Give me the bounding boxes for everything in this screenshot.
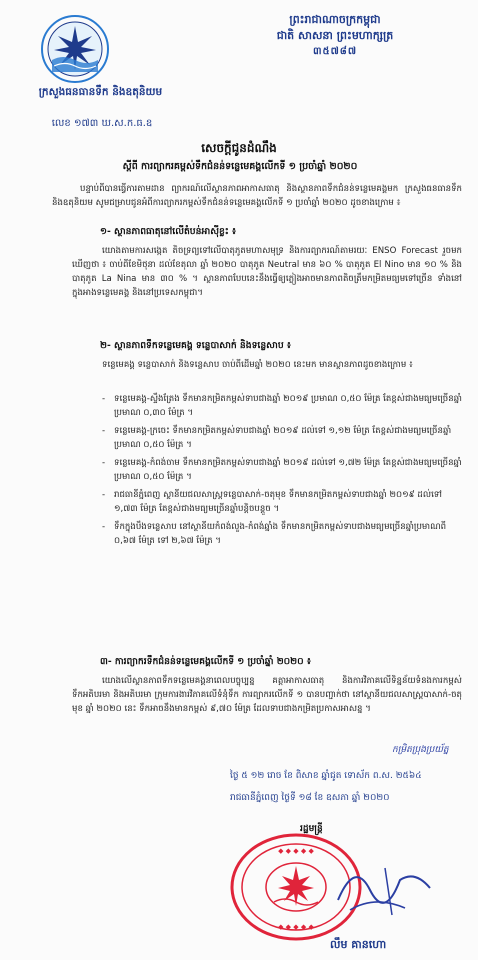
list-item: - រាជធានីភ្នំពេញ ស្ថានីយជលសាស្ត្រទន្លេបាសាក់-ចតុមុខ ទឹកមានកម្រិតកម្ពស់ទាបជាងឆ្នាំ ២០១៩ ដល់ទៅ ១,៧៣ ម៉ែត្រ តែខ្ពស់ជាងមធ្យមច្រើនឆ្នាំបន្តិចបន្តួច ។ [100,488,462,516]
svg-text:◆ ◆ ◆ ◆ ◆: ◆ ◆ ◆ ◆ ◆ [278,847,314,855]
intro-paragraph: បន្ទាប់ពីបានធ្វើការតាមដាន ព្យាករណ៍លើស្ថានភាពអាកាសធាតុ និងស្ថានភាពទឹកជំនន់ទន្លេមេគង្គមក ក្រសួងធនធានទឹក និងឧតុនិយម សូមជម្រាបជូនអំពីការព្យាករកម្ពស់ទឹកជំនន់ទន្លេមេគង្គលើកទី ១ ប្រចាំឆ្នាំ ២០២០ ដូចខាងក្រោម ៖ [52,184,462,208]
lunar-date-text: ថ្ងៃ ៥ ១២ រោច ខែ ពិសាខ ឆ្នាំជូត ទោស័ក ព.ស. ២៥៦៤ [230,771,422,781]
lunar-date [230,770,470,783]
section-1-text: យោងតាមការសង្កេត តិចទ្រព្យទៅលើបាតុភូតមហាសមុទ្រ និងការព្យាករណ៍តាមរយៈ ENSO Forecast រួចមកឃើញថា ៖ ចាប់ពីខែមិថុនា ដល់ខែតុលា ឆ្នាំ ២០២០ បាតុភូត Neutral មាន ៦០ % បាតុភូត El Nino មាន ១០ % និងបាតុភូត La Nina មាន ៣០ % ។ ស្ថានភាពបែបនេះនឹងធ្វើឲ្យភ្លៀងអាចមានភាពតិចត្រឹមកម្រិតមធ្យមទៅច្រើន ទាំងនៅក្នុងអាងទន្លេមេគង្គ និងនៅប្រទេសកម្ពុជា។ [72,246,462,298]
section-3-text: យោងលើស្ថានភាពទឹកទន្លេមេគង្គនាពេលបច្ចុប្បន្ន គត្តាអាកាសធាតុ និងការវិភាគលើទិន្នន័យទំនងការកម្ពស់ទឹកអតិបរមា និងអតិបរមា ក្រុមការងារវិភាគលើទំនុំទឹក ការព្យាករលើកទី ១ បានបញ្ជាក់ថា នៅស្ថានីយជលសាស្ត្របាសាក់-ចតុមុខ ឆ្នាំ ២០២០ នេះ ទឹកអាចនឹងមានកម្ពស់ ៩,៧០ ម៉ែត្រ ដែលទាបជាងកម្រិតប្រកាសអាសន្ន ។ [72,676,462,714]
solar-date-text: រាជធានីភ្នំពេញ ថ្ងៃទី ១៨ ខែ ឧសភា ឆ្នាំ ២០២០ [230,793,390,803]
letterhead-kingdom [215,12,455,60]
handwritten-note: កម្រិតប្រុងប្រយ័ត្ន [392,745,449,755]
section-2-heading: ២- ស្ថានភាពទឹកទន្លេមេគង្គ ទន្លេបាសាក់ និងទន្លេសាប ៖ [100,340,291,351]
list-item: - ទន្លេមេគង្គ-ក្រចេះ ទឹកមានកម្រិតកម្ពស់ទាបជាងឆ្នាំ ២០១៩ ដល់ទៅ ១,១២ ម៉ែត្រ តែខ្ពស់ជាងមធ្យមច្រើនឆ្នាំប្រមាណ ០,៥០ ម៉ែត្រ ។ [100,424,462,452]
signatory-title: រដ្ឋមន្ត្រី [300,824,323,834]
kingdom-name: ព្រះរាជាណាចក្រកម្ពុជា [289,13,381,26]
section-1-heading: ១- ស្ថានភាពធាតុនៅលើតំបន់អាស៊ីខ្លះ ៖ [100,226,237,237]
list-item: - ទន្លេមេគង្គ-កំពង់ចាម ទឹកមានកម្រិតកម្ពស់ទាបជាងឆ្នាំ ២០១៩ ដល់ទៅ ១,៧២ ម៉ែត្រ តែខ្ពស់ជាងមធ្យមច្រើនឆ្នាំប្រមាណ ០,៥០ ម៉ែត្រ ។ [100,456,462,484]
water-level-list [100,392,462,552]
document-subtitle: ស្តីពី ការព្យាករគម្ពស់ទឹកជំនន់ទន្លេមេគង្គលើកទី ១ ប្រចាំឆ្នាំ ២០២០ [122,161,358,172]
ministry-name: ក្រសួងធនធានទឹក និងឧតុនិយម [38,86,163,98]
signatory-name: លឹម គានហោ [330,938,387,951]
svg-text:◆ ◆ ◆ ◆ ◆: ◆ ◆ ◆ ◆ ◆ [278,923,314,931]
document-title: សេចក្តីជូនដំណឹង [201,141,277,155]
reference-number: លេខ ១៧៣ ឃ.ស.ក.ធ.ឧ [51,118,153,129]
solar-date [230,792,470,805]
handwritten-signature [330,840,440,930]
list-item: - ទឹកក្នុងបឹងទន្លេសាប នៅស្ថានីយកំពង់លួង-កំពង់ឆ្នាំង ទឹកមានកម្រិតកម្ពស់ទាបជាងមធ្យមច្រើនឆ្នាំប្រមាណពី ០,៦៧ ម៉ែត្រ ទៅ ២,៦៧ ម៉ែត្រ ។ [100,520,462,548]
ministry-emblem-icon [40,14,110,84]
national-motto: ជាតិ សាសនា ព្រះមហាក្សត្រ [276,29,394,42]
list-item: - ទន្លេមេគង្គ-ស្ទឹងត្រែង ទឹកមានកម្រិតកម្ពស់ទាបជាងឆ្នាំ ២០១៩ ប្រមាណ ០,៥០ ម៉ែត្រ តែខ្ពស់ជាងមធ្យមច្រើនឆ្នាំ ប្រមាណ ០,៣០ ម៉ែត្រ ។ [100,392,462,420]
section-3-heading: ៣- ការព្យាករទឹកជំនន់ទន្លេមេគង្គលើកទី ១ ប្រចាំឆ្នាំ ២០២០ ៖ [100,656,311,667]
decorative-flourish: ៣៥៧៨៧ [312,46,358,57]
section-2-text: ទន្លេមេគង្គ ទន្លេបាសាក់ និងទន្លេសាប ចាប់ពីដើមឆ្នាំ ២០២០ នេះមក មានស្ថានភាពដូចខាងក្រោម ៖ [102,360,413,370]
